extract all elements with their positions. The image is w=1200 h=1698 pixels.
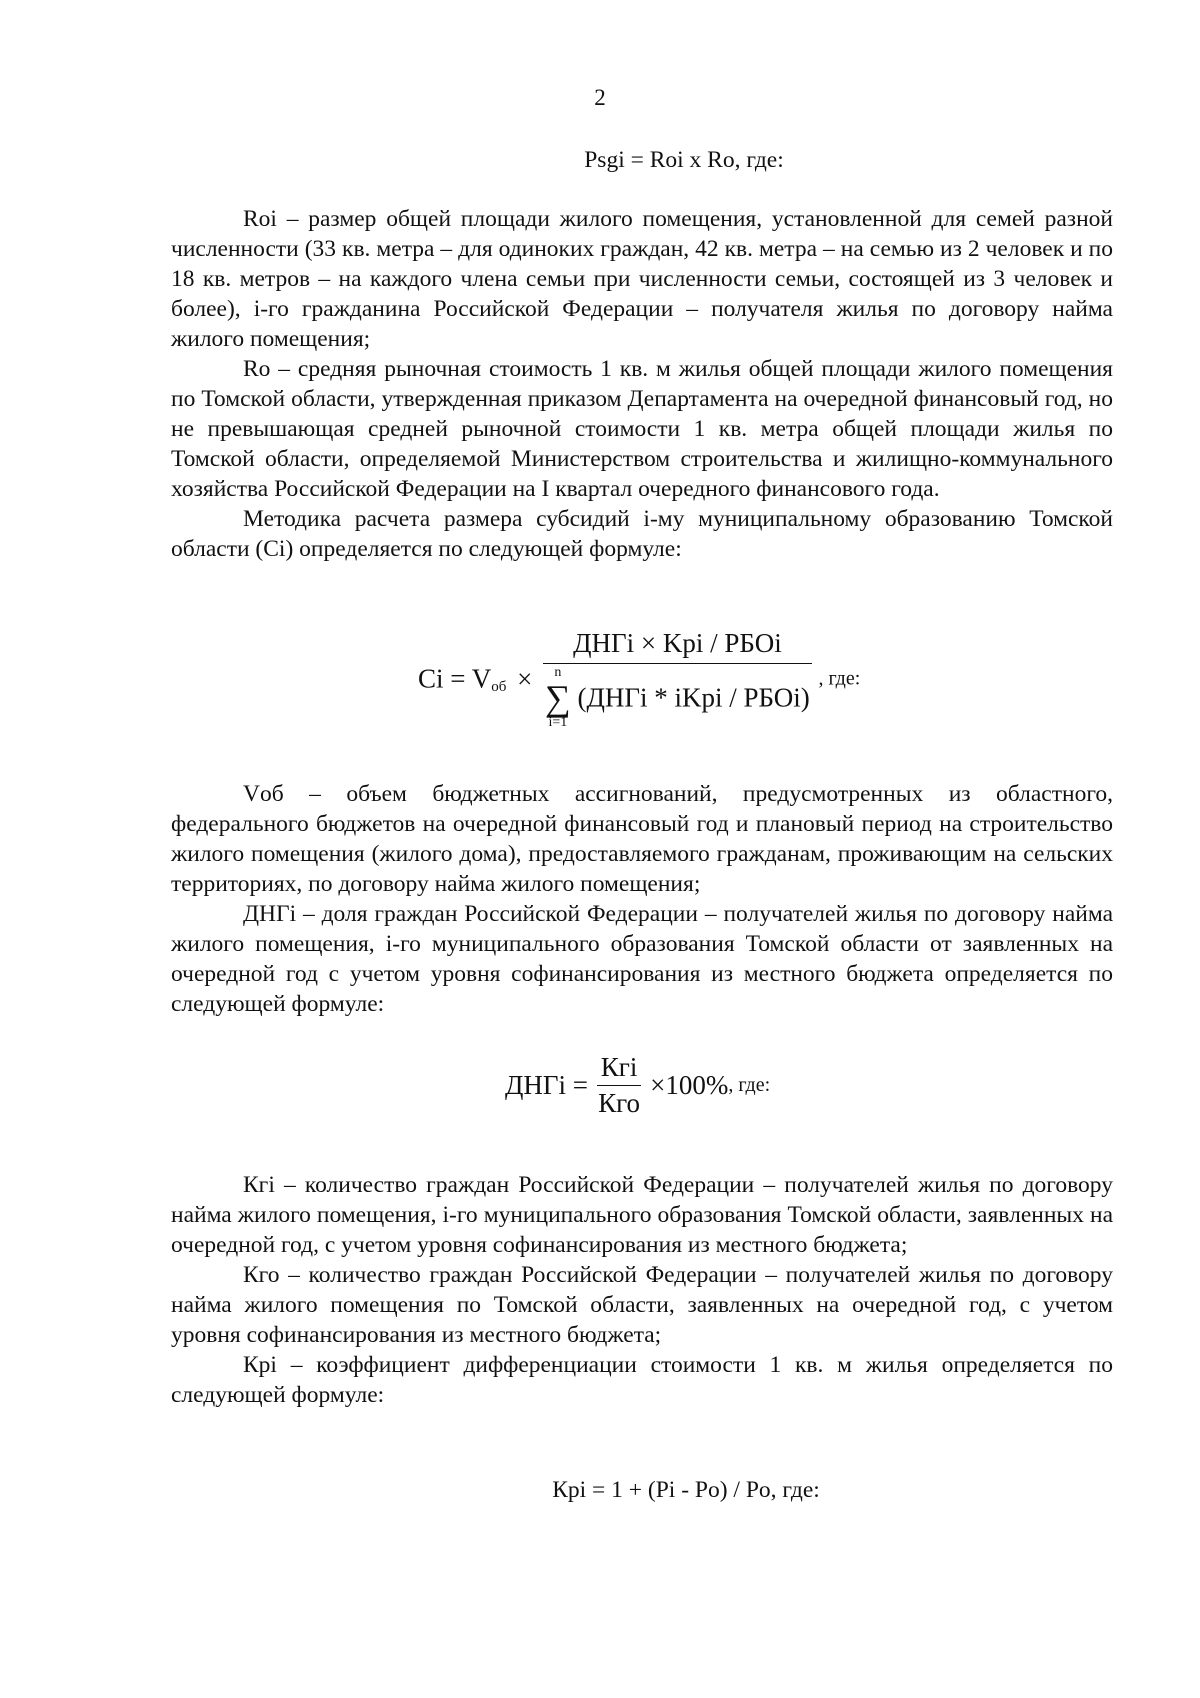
page-number: 2 <box>594 85 606 110</box>
formula-dngi <box>505 1052 770 1119</box>
formula-dngi-suffix: , где: <box>728 1074 771 1096</box>
formula-dngi-numerator: Кгi <box>600 1052 638 1082</box>
formula-dngi-fraction <box>597 1052 642 1119</box>
text-block-2 <box>171 779 1113 1019</box>
text-block-3 <box>171 1170 1113 1410</box>
formula-kpi: Кpi = 1 + (Pi - Po) / Po, где: <box>552 1477 820 1503</box>
text-block-1 <box>171 204 1113 564</box>
formula-ci-times: × <box>517 663 533 694</box>
paragraph-vob: Vоб – объем бюджетных ассигнований, предусмотренных из областного, федерального бюджетов на очередной финансовый год и плановый период на строительство жилого помещения (жилого дома), предоставляемого гражданам, проживающим на сельских территориях, по договору найма жилого помещения; <box>171 781 1113 897</box>
formula-dngi-lhs: ДНГi = <box>505 1070 589 1100</box>
sum-sign-group <box>545 666 571 730</box>
formula-ci-lhs: Ci = V <box>418 663 492 694</box>
sum-lower-limit: i=1 <box>548 715 568 730</box>
formula-ci-fraction <box>543 628 812 730</box>
paragraph-dngi: ДНГi – доля граждан Российской Федерации – получателей жилья по договору найма жилого помещения, i-го муниципального образования Томской области от заявленных на очередной год с учетом уровня софинансирования из местного бюджета определяется по следующей формуле: <box>171 901 1113 1017</box>
paragraph-kgi: Кгi – количество граждан Российской Федерации – получателей жилья по договору найма жилого помещения, i-го муниципального образования Томской области, заявленных на очередной год, с учетом уровня софинансирования из местного бюджета; <box>171 1172 1113 1258</box>
formula-dngi-rhs: ×100% <box>650 1070 729 1100</box>
formula-ci-denominator: (ДНГi * iKpi / РБОi) <box>577 682 810 713</box>
sum-sign: ∑ <box>545 678 571 718</box>
formula-ci-denominator-group <box>543 664 812 730</box>
formula-ci-suffix: , где: <box>818 667 861 690</box>
formula-psgi: Psgi = Roi x Ro, где: <box>584 147 784 173</box>
paragraph-roi: Roi – размер общей площади жилого помещения, установленной для семей разной численности (33 кв. метра – для одиноких граждан, 42 кв. метра – на семью из 2 человек и по 18 кв. метров – на каждого члена семьи при численности семьи, состоящей из 3 человек и более), i-го гражданина Российской Федерации – получателя жилья по договору найма жилого помещения; <box>171 206 1113 352</box>
formula-dngi-denominator: Кго <box>598 1088 641 1118</box>
formula-ci-numerator: ДНГi × Kpi / РБОi <box>573 628 782 658</box>
formula-ci-lhs-sub: об <box>491 679 507 696</box>
paragraph-kgo: Кго – количество граждан Российской Федерации – получателей жилья по договору найма жилого помещения по Томской области, заявленных на очередной год, с учетом уровня софинансирования из местного бюджета; <box>171 1262 1113 1348</box>
paragraph-ro: Ro – средняя рыночная стоимость 1 кв. м жилья общей площади жилого помещения по Томской области, утвержденная приказом Департамента на очередной финансовый год, но не превышающая средней рыночной стоимости 1 кв. метра общей площади жилья по Томской области, определяемой Министерством строительства и жилищно-коммунального хозяйства Российской Федерации на I квартал очередного финансового года. <box>171 356 1113 502</box>
sum-upper-limit: n <box>554 665 562 680</box>
formula-ci <box>418 628 860 730</box>
paragraph-kpi: Кpi – коэффициент дифференциации стоимости 1 кв. м жилья определяется по следующей формуле: <box>171 1352 1113 1408</box>
paragraph-method: Методика расчета размера субсидий i-му муниципальному образованию Томской области (Ci) определяется по следующей формуле: <box>171 506 1113 562</box>
